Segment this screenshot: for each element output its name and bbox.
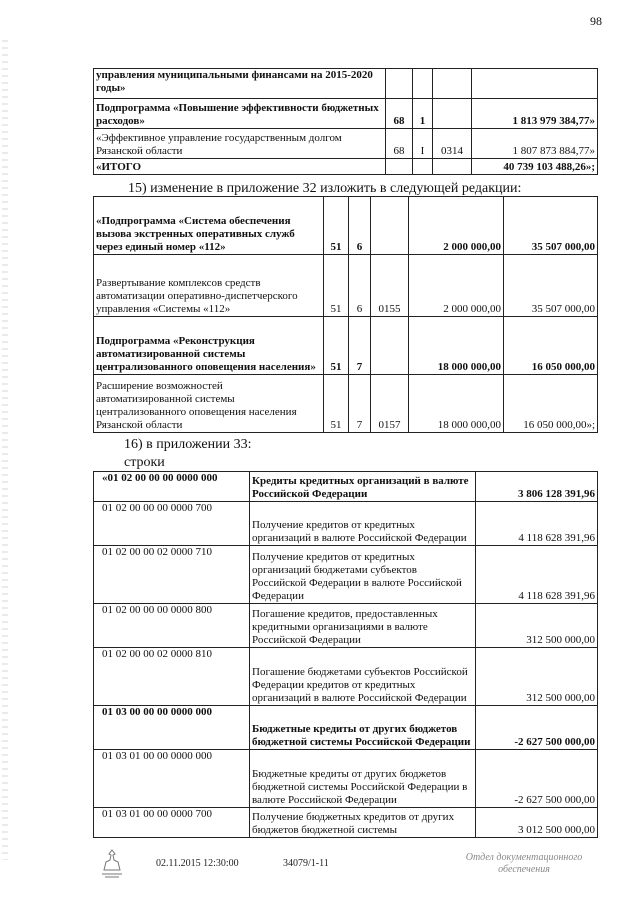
row-sum: 3 806 128 391,96: [476, 472, 598, 502]
row-sum1: 18 000 000,00: [409, 317, 504, 375]
row-sum2: 16 050 000,00»;: [504, 375, 598, 433]
table-row: [94, 648, 598, 706]
row-sub: [413, 69, 433, 99]
row-gr: 68: [386, 99, 413, 129]
row-name: Кредиты кредитных организаций в валюте Российской Федерации: [250, 472, 476, 502]
row-sum2: 16 050 000,00: [504, 317, 598, 375]
row-code: 01 02 00 00 00 0000 700: [94, 502, 250, 546]
scan-edge-artifact: [2, 40, 8, 860]
table-row: [94, 706, 598, 750]
row-code: 01 03 01 00 00 0000 700: [94, 808, 250, 838]
paragraph-16: 16) в приложении 33:: [124, 437, 252, 452]
row-gr: 51: [324, 255, 349, 317]
row-sum: -2 627 500 000,00: [476, 750, 598, 808]
table-row: [94, 255, 598, 317]
row-name: Бюджетные кредиты от других бюджетов бюджетной системы Российской Федерации: [250, 706, 476, 750]
row-code: 0314: [433, 129, 472, 159]
row-text: Подпрограмма «Реконструкция автоматизированной системы централизованного оповещения населения»: [94, 317, 324, 375]
table-row: [94, 808, 598, 838]
footer-datetime: 02.11.2015 12:30:00: [156, 858, 239, 869]
row-sum: -2 627 500 000,00: [476, 706, 598, 750]
table-row: [94, 197, 598, 255]
paragraph-15: 15) изменение в приложение 32 изложить в следующей редакции:: [128, 181, 522, 196]
table-row: [94, 99, 598, 129]
row-code: [433, 159, 472, 175]
row-code: 01 03 00 00 00 0000 000: [94, 706, 250, 750]
row-sum: 3 012 500 000,00: [476, 808, 598, 838]
row-sum1: 2 000 000,00: [409, 197, 504, 255]
row-code: «01 02 00 00 00 0000 000: [94, 472, 250, 502]
row-gr: 51: [324, 317, 349, 375]
row-sum1: 18 000 000,00: [409, 375, 504, 433]
row-gr: [386, 69, 413, 99]
row-code: 01 02 00 00 00 0000 800: [94, 604, 250, 648]
row-text: «Эффективное управление государственным долгом Рязанской области: [94, 129, 386, 159]
table-budget-programs: [93, 68, 598, 175]
row-code: [371, 197, 409, 255]
row-text: Подпрограмма «Повышение эффективности бюджетных расходов»: [94, 99, 386, 129]
row-sub: I: [413, 129, 433, 159]
table-row: [94, 159, 598, 175]
row-sub: 6: [349, 197, 371, 255]
row-gr: 51: [324, 375, 349, 433]
row-code: [433, 99, 472, 129]
paragraph-rows-label: строки: [124, 455, 165, 470]
table-row: [94, 375, 598, 433]
table-row: [94, 472, 598, 502]
table-row: [94, 546, 598, 604]
row-name: Получение кредитов от кредитных организаций в валюте Российской Федерации: [250, 502, 476, 546]
table-row: [94, 317, 598, 375]
table-appendix-32: [93, 196, 598, 433]
table-row: [94, 750, 598, 808]
row-code: [433, 69, 472, 99]
row-text: Развертывание комплексов средств автоматизации оперативно-диспетчерского управления «Системы «112»: [94, 255, 324, 317]
row-code: 0155: [371, 255, 409, 317]
row-text: «Подпрограмма «Система обеспечения вызова экстренных оперативных служб через единый номер «112»: [94, 197, 324, 255]
row-sub: 7: [349, 317, 371, 375]
row-name: Погашение бюджетами субъектов Российской Федерации кредитов от кредитных организаций в валюте Российской Федерации: [250, 648, 476, 706]
row-name: Погашение кредитов, предоставленных кредитными организациями в валюте Российской Федерации: [250, 604, 476, 648]
row-sum: 1 813 979 384,77»: [472, 99, 598, 129]
row-gr: [386, 159, 413, 175]
row-code: [371, 317, 409, 375]
row-sum: 312 500 000,00: [476, 648, 598, 706]
row-gr: 68: [386, 129, 413, 159]
row-sum2: 35 507 000,00: [504, 197, 598, 255]
row-sum: 4 118 628 391,96: [476, 502, 598, 546]
row-code: 0157: [371, 375, 409, 433]
row-sum: 312 500 000,00: [476, 604, 598, 648]
footer-doc-id: 34079/1-11: [283, 858, 329, 869]
row-sub: 1: [413, 99, 433, 129]
page-number: 98: [590, 14, 602, 28]
row-name: Получение кредитов от кредитных организаций бюджетами субъектов Российской Федерации в валюте Российской Федерации: [250, 546, 476, 604]
row-sum: 40 739 103 488,26»;: [472, 159, 598, 175]
emblem-icon: [100, 848, 124, 878]
row-code: 01 02 00 00 02 0000 810: [94, 648, 250, 706]
footer-stamp: Отдел документационного обеспечения: [465, 852, 583, 875]
table-row: [94, 69, 598, 99]
row-sum: 4 118 628 391,96: [476, 546, 598, 604]
row-sum: 1 807 873 884,77»: [472, 129, 598, 159]
row-name: Получение бюджетных кредитов от других бюджетов бюджетной системы: [250, 808, 476, 838]
row-text: управления муниципальными финансами на 2015-2020 годы»: [94, 69, 386, 99]
row-name: Бюджетные кредиты от других бюджетов бюджетной системы Российской Федерации в валюте Российской Федерации: [250, 750, 476, 808]
row-text: «ИТОГО: [94, 159, 386, 175]
row-sum2: 35 507 000,00: [504, 255, 598, 317]
row-sub: [413, 159, 433, 175]
row-sum1: 2 000 000,00: [409, 255, 504, 317]
row-sum: [472, 69, 598, 99]
table-row: [94, 129, 598, 159]
row-sub: 6: [349, 255, 371, 317]
row-code: 01 03 01 00 00 0000 000: [94, 750, 250, 808]
row-text: Расширение возможностей автоматизированной системы централизованного оповещения населения Рязанской области: [94, 375, 324, 433]
table-row: [94, 502, 598, 546]
table-appendix-33: [93, 471, 598, 838]
row-sub: 7: [349, 375, 371, 433]
row-gr: 51: [324, 197, 349, 255]
row-code: 01 02 00 00 02 0000 710: [94, 546, 250, 604]
table-row: [94, 604, 598, 648]
